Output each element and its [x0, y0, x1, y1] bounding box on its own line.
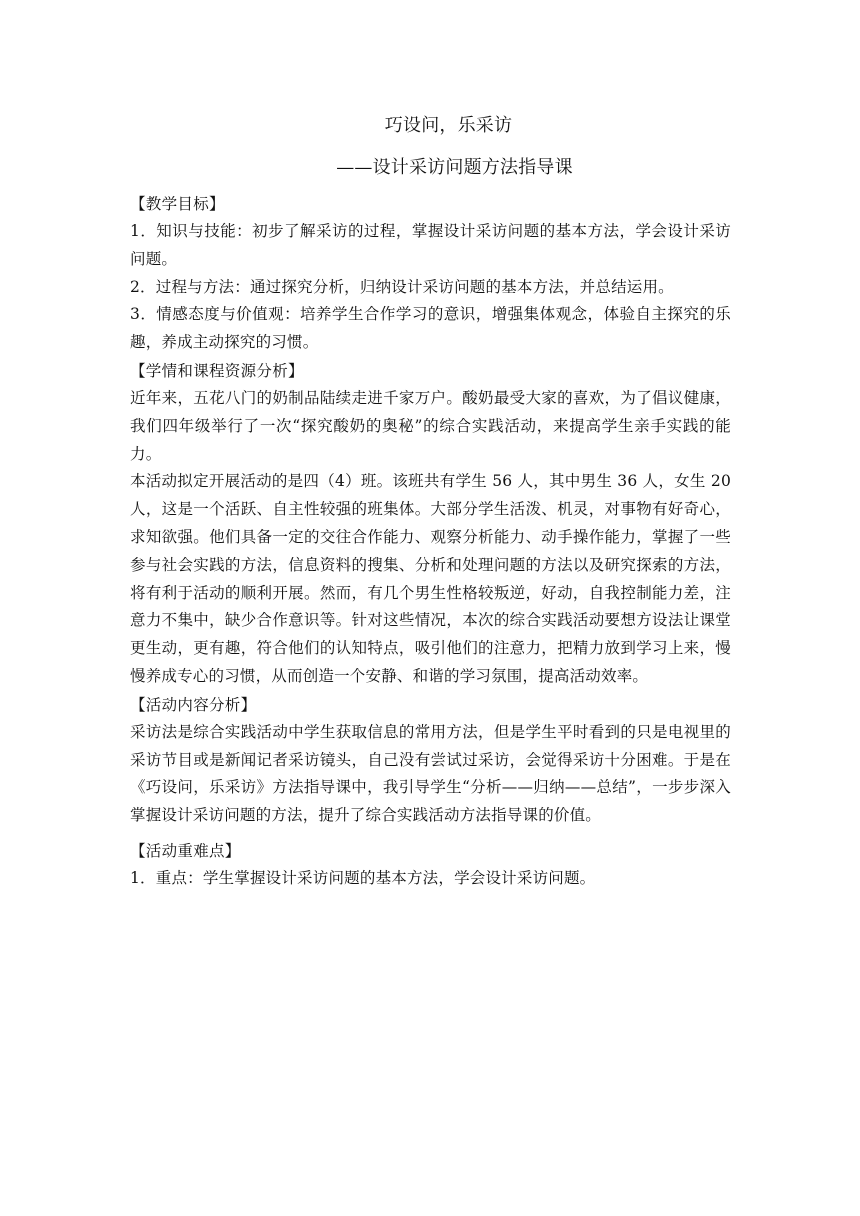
paragraph: 1．知识与技能：初步了解采访的过程，掌握设计采访问题的基本方法，学会设计采访问题。	[130, 222, 731, 268]
section-teaching-goals	[130, 190, 731, 357]
paragraph: 1．重点：学生掌握设计采访问题的基本方法，学会设计采访问题。	[130, 868, 596, 887]
paragraph: 近年来，五花八门的奶制品陆续走进千家万户。酸奶最受大家的喜欢，为了倡议健康，我们四年级举行了一次“探究酸奶的奥秘”的综合实践活动，来提高学生亲手实践的能力。	[130, 388, 731, 463]
paragraph: 采访法是综合实践活动中学生获取信息的常用方法，但是学生平时看到的只是电视里的采访节目或是新闻记者采访镜头，自己没有尝试过采访，会觉得采访十分困难。于是在《巧设问，乐采访》方法指导课中，我引导学生“分析——归纳——总结”，一步步深入掌握设计采访问题的方法，提升了综合实践活动方法指导课的价值。	[130, 722, 731, 825]
section-key-points	[130, 837, 731, 893]
section-activity-content	[130, 691, 731, 830]
section-heading: 【学情和课程资源分析】	[130, 361, 304, 380]
paragraph: 3．情感态度与价值观：培养学生合作学习的意识，增强集体观念，体验自主探究的乐趣，养成主动探究的习惯。	[130, 305, 731, 352]
section-heading: 【活动内容分析】	[130, 695, 257, 714]
paragraph: 2．过程与方法：通过探究分析，归纳设计采访问题的基本方法，并总结运用。	[130, 277, 674, 296]
section-learner-analysis	[130, 357, 731, 691]
section-heading: 【活动重难点】	[130, 841, 241, 860]
document-body	[130, 112, 731, 893]
document-title: 巧设问，乐采访	[384, 115, 513, 136]
section-heading: 【教学目标】	[130, 195, 225, 213]
paragraph: 本活动拟定开展活动的是四（4）班。该班共有学生 56 人，其中男生 36 人，女生 20 人，这是一个活跃、自主性较强的班集体。大部分学生活泼、机灵，对事物有好奇心，求知欲强。他们具备一定的交往合作能力、观察分析能力、动手操作能力，掌握了一些参与社会实践的方法，信息资料的搜集、分析和处理问题的方法以及研究探索的方法，将有利于活动的顺利开展。然而，有几个男生性格较叛逆，好动，自我控制能力差，注意力不集中，缺少合作意识等。针对这些情况，本次的综合实践活动要想方设法让课堂更生动，更有趣，符合他们的认知特点，吸引他们的注意力，把精力放到学习上来，慢慢养成专心的习惯，从而创造一个安静、和谐的学习氛围，提高活动效率。	[130, 472, 731, 685]
document-subtitle: ——设计采访问题方法指导课	[336, 157, 573, 178]
